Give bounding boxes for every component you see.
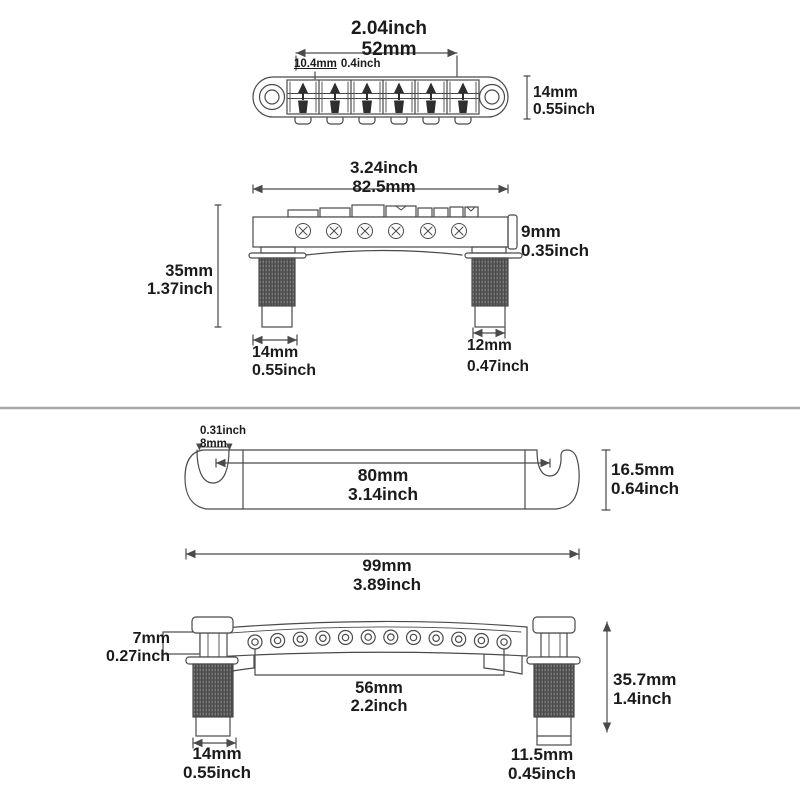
- value-inch: 0.35inch: [521, 240, 590, 260]
- value-inch: 3.24inch: [349, 158, 419, 177]
- dim-label-tailpiece-length: [353, 557, 421, 594]
- value-inch: 0.64inch: [611, 478, 680, 498]
- value-mm: 82.5mm: [352, 176, 416, 196]
- value-mm: 14mm: [533, 84, 578, 101]
- value-inch: 0.47inch: [467, 357, 530, 375]
- value-mm: 56mm: [355, 679, 403, 697]
- value-mm: 99mm: [362, 556, 412, 575]
- dim-label-right-stud-diameter: [508, 746, 576, 783]
- value-inch: 1.37inch: [146, 280, 213, 299]
- value-inch: 0.45inch: [507, 763, 577, 783]
- value-inch: 3.89inch: [352, 574, 422, 594]
- dim-label-end-thickness: [106, 630, 170, 665]
- value-mm: 11.5mm: [510, 745, 574, 764]
- dim-label-bridge-overall-height: [147, 262, 213, 298]
- dimension-35mm: [215, 205, 221, 327]
- dim-label-left-stud-diameter: [183, 745, 251, 782]
- dim-label-bridge-span: [351, 19, 427, 61]
- value-inch: 1.4inch: [613, 688, 672, 708]
- value-mm: 12mm: [467, 337, 512, 354]
- value-mm: 14mm: [192, 744, 242, 763]
- value-mm: 7mm: [132, 630, 170, 647]
- value-mm: 8mm: [200, 437, 227, 450]
- dimension-16-5mm: [602, 450, 610, 510]
- value-mm: 35mm: [165, 262, 213, 280]
- bridge-front-view-drawing: [249, 205, 522, 327]
- value-mm: 16.5mm: [611, 460, 675, 479]
- value-mm: 10.4mm: [294, 58, 337, 70]
- value-inch: 0.55inch: [182, 762, 252, 782]
- dim-label-stud-spacing: [348, 466, 418, 505]
- dim-label-tailpiece-height: [611, 461, 679, 498]
- value-inch: 0.55inch: [252, 361, 317, 379]
- dimension-14mm-top: [524, 76, 530, 119]
- dim-label-tailpiece-overall-height: [613, 671, 676, 708]
- top-view-tabs: [295, 117, 471, 124]
- value-inch: 2.04inch: [350, 18, 428, 39]
- right-stud: [527, 617, 580, 745]
- dim-label-left-post-diameter: [252, 344, 316, 379]
- value-mm: 52mm: [361, 38, 417, 60]
- dim-label-right-post-diameter: [467, 336, 529, 378]
- left-stud: [163, 617, 238, 736]
- dim-label-bridge-top-height: [533, 84, 595, 118]
- value-inch: 2.2inch: [350, 697, 408, 716]
- value-mm: 35.7mm: [613, 670, 677, 689]
- value-mm: 14mm: [252, 344, 299, 361]
- value-inch: 0.27inch: [105, 647, 170, 665]
- dim-label-bridge-body-height: [521, 223, 589, 260]
- value-mm: 80mm: [357, 465, 409, 485]
- value-inch: 0.4inch: [340, 58, 381, 70]
- value-inch: 3.14inch: [347, 484, 419, 505]
- dim-label-hole-span: [351, 679, 408, 715]
- dim-label-tailpiece-slot-width: [200, 425, 246, 450]
- value-inch: 0.31inch: [200, 425, 247, 437]
- bridge-top-view-drawing: [253, 77, 508, 124]
- dim-label-bridge-length: [350, 159, 418, 196]
- value-mm: 9mm: [521, 222, 561, 241]
- dim-label-saddle-spacing: [294, 58, 380, 71]
- value-inch: 0.55inch: [533, 101, 596, 119]
